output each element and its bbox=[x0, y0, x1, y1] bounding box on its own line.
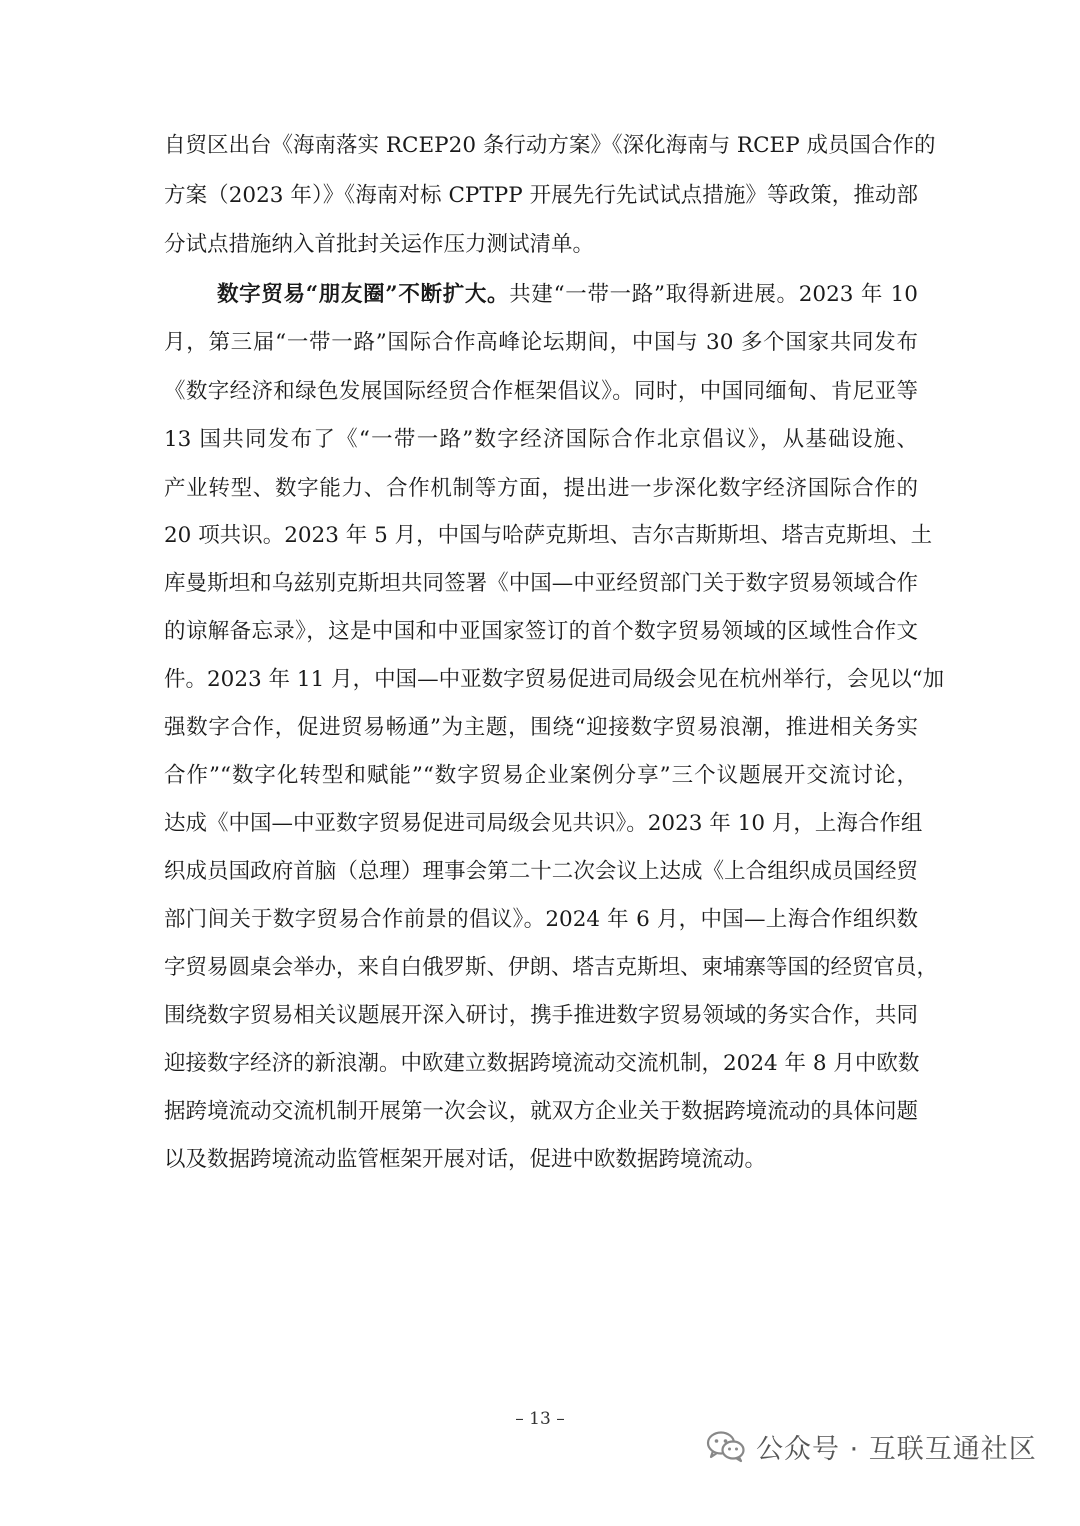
watermark-text: 公众号 · 互联互通社区 bbox=[756, 1433, 1037, 1465]
paragraph-2-line-4: 13 国共同发布了《“一带一路”数字经济国际合作北京倡议》，从基础设施、 bbox=[164, 427, 918, 452]
paragraph-2-line-16: 围绕数字贸易相关议题展开深入研讨，携手推进数字贸易领域的务实合作，共同 bbox=[164, 1003, 918, 1028]
paragraph-2-line-8: 的谅解备忘录》，这是中国和中亚国家签订的首个数字贸易领域的区域性合作文 bbox=[164, 619, 918, 644]
paragraph-1-line-2: 方案（2023 年）》《海南对标 CPTPP 开展先行先试试点措施》等政策，推动部 bbox=[164, 183, 918, 208]
paragraph-2-line-18: 据跨境流动交流机制开展第一次会议，就双方企业关于数据跨境流动的具体问题 bbox=[164, 1099, 918, 1124]
paragraph-2-line-19: 以及数据跨境流动监管框架开展对话，促进中欧数据跨境流动。 bbox=[164, 1147, 767, 1172]
paragraph-2-lead-heading: 数字贸易“朋友圈”不断扩大。 bbox=[217, 282, 510, 307]
paragraph-2-line-6: 20 项共识。2023 年 5 月，中国与哈萨克斯坦、吉尔吉斯斯坦、塔吉克斯坦、土 bbox=[164, 523, 933, 548]
paragraph-1-line-1: 自贸区出台《海南落实 RCEP20 条行动方案》《深化海南与 RCEP 成员国合作的 bbox=[164, 133, 936, 158]
paragraph-2-line-10: 强数字合作，促进贸易畅通”为主题，围绕“迎接数字贸易浪潮，推进相关务实 bbox=[164, 715, 918, 740]
paragraph-2-line-17: 迎接数字经济的新浪潮。中欧建立数据跨境流动交流机制，2024 年 8 月中欧数 bbox=[164, 1051, 920, 1076]
paragraph-2-line-5: 产业转型、数字能力、合作机制等方面，提出进一步深化数字经济国际合作的 bbox=[164, 476, 918, 501]
page-number: – 13 – bbox=[515, 1409, 565, 1429]
paragraph-1-line-3: 分试点措施纳入首批封关运作压力测试清单。 bbox=[164, 232, 595, 257]
paragraph-2-line-15: 字贸易圆桌会举办，来自白俄罗斯、伊朗、塔吉克斯坦、柬埔寨等国的经贸官员， bbox=[164, 955, 939, 980]
paragraph-2-line-3: 《数字经济和绿色发展国际经贸合作框架倡议》。同时，中国同缅甸、肯尼亚等 bbox=[164, 379, 918, 404]
paragraph-2-line-11: 合作”“数字化转型和赋能”“数字贸易企业案例分享”三个议题展开交流讨论， bbox=[164, 763, 918, 788]
paragraph-2-line-12: 达成《中国—中亚数字贸易促进司局级会见共识》。2023 年 10 月，上海合作组 bbox=[164, 811, 923, 836]
paragraph-2-line-7: 库曼斯坦和乌兹别克斯坦共同签署《中国—中亚经贸部门关于数字贸易领域合作 bbox=[164, 571, 918, 596]
wechat-icon bbox=[706, 1429, 746, 1463]
paragraph-2-line-1 bbox=[217, 280, 918, 310]
paragraph-2-line-2: 月，第三届“一带一路”国际合作高峰论坛期间，中国与 30 多个国家共同发布 bbox=[164, 330, 918, 355]
paragraph-2-line-13: 织成员国政府首脑（总理）理事会第二十二次会议上达成《上合组织成员国经贸 bbox=[164, 859, 918, 884]
paragraph-2-line-1-text: 共建“一带一路”取得新进展。2023 年 10 bbox=[509, 282, 918, 307]
watermark bbox=[706, 1426, 1037, 1466]
paragraph-2-line-9: 件。2023 年 11 月，中国—中亚数字贸易促进司局级会见在杭州举行，会见以“加 bbox=[164, 667, 945, 692]
paragraph-2-line-14: 部门间关于数字贸易合作前景的倡议》。2024 年 6 月，中国—上海合作组织数 bbox=[164, 907, 918, 932]
